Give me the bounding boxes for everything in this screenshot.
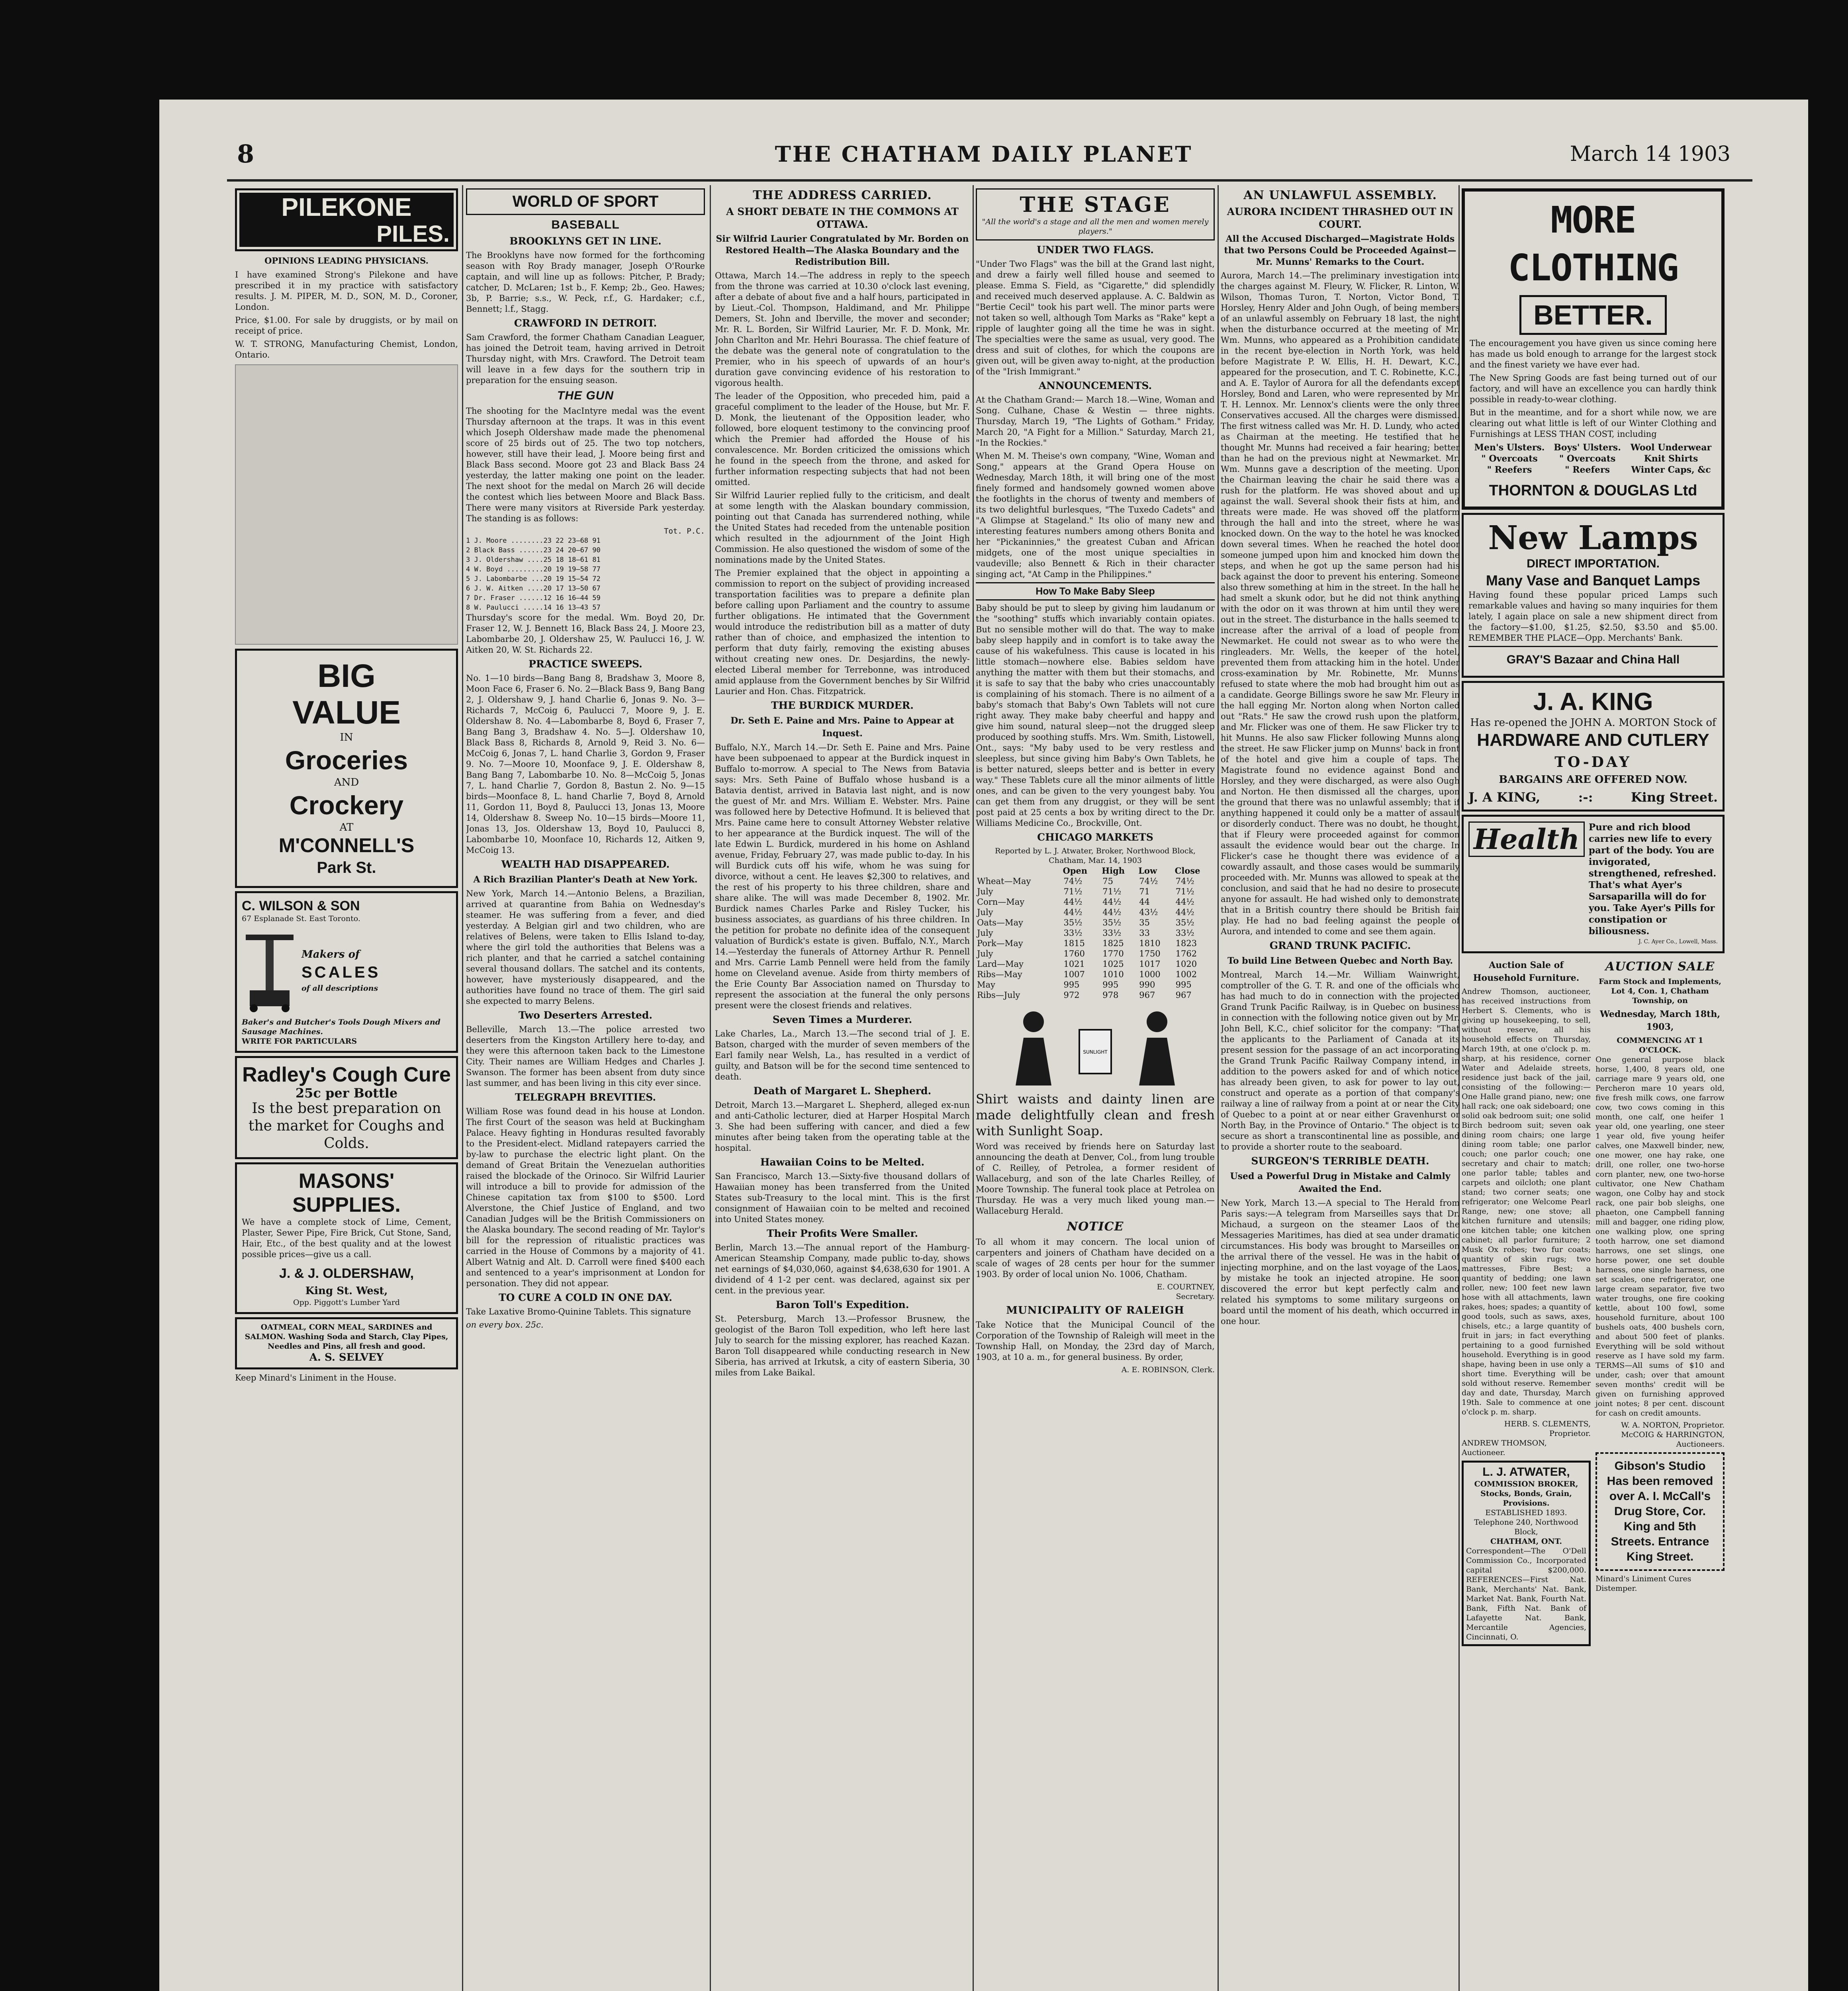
column-3 bbox=[715, 185, 970, 1991]
thornton-para1: The encouragement you have given us since coming here has made us bold enough to arrange for the largest stock and the finest variety we have ever had. bbox=[1470, 338, 1717, 370]
thursday-score: Thursday's score for the medal. Wm. Boyd 20, Dr. Fraser 12, W. J. Bennett 16, Black Bass 24, J. Moore 23, Labombarbe 20, J. Oldershaw 25, W. Paulucci 16, J. W. Aitken 20, W. St. Richards 22. bbox=[466, 613, 705, 655]
markets-row bbox=[976, 917, 1215, 928]
mcconnell-groceries: Groceries bbox=[285, 745, 408, 775]
stage-banner bbox=[976, 188, 1215, 241]
auction2-title: AUCTION SALE bbox=[1605, 960, 1715, 974]
king-street: King Street. bbox=[1631, 790, 1718, 805]
thornton-item: Men's Ulsters. bbox=[1474, 442, 1545, 453]
king-sep: :-: bbox=[1578, 790, 1593, 805]
standing-header: Tot. P.C. bbox=[664, 527, 705, 536]
markets-cell: 44½ bbox=[1102, 907, 1122, 917]
newspaper-page bbox=[159, 100, 1808, 1991]
brooklyn-heading: BROOKLYNS GET IN LINE. bbox=[509, 235, 662, 247]
surgeon-body: New York, March 13.—A special to The Herald from Paris says:—A telegram from Marseilles says that Dr. Michaud, a surgeon on the steamer Laos of the Messageries Maritimes, has died at sea under dramatic circumstances. His body was brought to Marseilles on the arrival there of the vessel. He was in the habit of injecting morphine, and on the last voyage of the Laos, by mistake he took an injected atropine. He soon discovered the error but kept perfectly calm and related his symptoms to some military surgeons on board until the moment of his death, which occurred in one hour. bbox=[1221, 1198, 1460, 1326]
thornton-item-row bbox=[1470, 453, 1717, 464]
pilekone-body: I have examined Strong's Pilekone and have prescribed it in my practice with satisfactory results. J. M. PIPER, M. D., SON, M. D., Coroner, London. bbox=[235, 270, 458, 312]
notice-sign2: Secretary. bbox=[1176, 1292, 1215, 1301]
king-bargains: BARGAINS ARE OFFERED NOW. bbox=[1499, 774, 1687, 786]
soap-box-icon bbox=[1071, 1006, 1119, 1085]
atwater-title: COMMISSION BROKER, bbox=[1474, 1480, 1578, 1488]
standing-row: 2 Black Bass ......23 24 20—67 90 bbox=[466, 546, 601, 554]
markets-cell: 1002 bbox=[1175, 970, 1197, 979]
thornton-firm: THORNTON & DOUGLAS Ltd bbox=[1489, 482, 1697, 499]
ayer-body: Pure and rich blood carries new life to every part of the body. You are invigorated, strengthened, refreshed. That's what Ayer's Sarsaparilla will do for you. Take Ayer's Pills for constipation or biliousness. bbox=[1588, 822, 1717, 937]
markets-cell: Ribs—July bbox=[977, 990, 1020, 1000]
markets-row bbox=[976, 897, 1215, 907]
mcconnell-store: M'CONNELL'S bbox=[278, 834, 415, 857]
markets-cell: 990 bbox=[1139, 980, 1155, 990]
telegraph-heading: TELEGRAPH BREVITIES. bbox=[515, 1091, 656, 1103]
markets-cell: 33½ bbox=[1063, 928, 1083, 938]
profits-heading: Their Profits Were Smaller. bbox=[766, 1228, 918, 1239]
king-sub: Has re-opened the JOHN A. MORTON Stock of bbox=[1470, 717, 1716, 729]
lamps-sub2: Many Vase and Banquet Lamps bbox=[1486, 572, 1701, 589]
address-sub2: Sir Wilfrid Laurier Congratulated by Mr. Borden on Restored Health—The Alaska Boundary and the Redistribution Bill. bbox=[716, 234, 969, 267]
soap-tag: SUNLIGHT bbox=[1083, 1049, 1108, 1055]
announcements-heading: ANNOUNCEMENTS. bbox=[1038, 380, 1152, 391]
paper-name: THE CHATHAM DAILY PLANET bbox=[775, 141, 1193, 167]
auction1-title: Auction Sale of Household Furniture. bbox=[1473, 960, 1580, 983]
wilson-scales-ad bbox=[235, 891, 458, 1053]
markets-cell: 44½ bbox=[1175, 907, 1194, 917]
masons-body: We have a complete stock of Lime, Cement, Plaster, Sewer Pipe, Fire Brick, Cut Stone, Sand, Hair, Etc., of the best quality and at the lowest possible prices—give us a call. bbox=[242, 1217, 451, 1259]
markets-cell: 1750 bbox=[1139, 949, 1161, 958]
baby-body: Baby should be put to sleep by giving him laudanum or the "soothing" stuffs which invariably contain opiates. But no sensible mother will do that. The way to make baby sleep happily and in comfort is to take away the cause of his wakefulness. This cause is located in his little stomach—nowhere else. Babies seldom have anything the matter with them but their stomachs, and it is safe to say that the baby who cries unaccountably is complaining of his stomach. There is no ailment of a baby's stomach that Baby's Own Tablets will not cure right away. They make baby cheerful and happy and give him sound, natural sleep—not the drugged sleep produced by soothing stuffs. Mrs. Wm. Smith, Listowell, Ont., says: "My baby used to be very restless and sleepless, but since giving him Baby's Own Tablets, he is better natured, sleeps better and is better in every way." These Tablets cure all the minor ailments of little ones, and can be given to the very youngest baby. You can get them from any druggist, or they will be sent post paid at 25 cents a box by writing direct to the Dr. Williams Medicine Co., Brockville, Ont. bbox=[976, 603, 1215, 828]
masons-ad bbox=[235, 1162, 458, 1314]
hawaiian-body: San Francisco, March 13.—Sixty-five thousand dollars of Hawaiian money has been transferred from the United States sub-Treasury to the local mint. This is the first consignment of Hawaiian coin to be melted and recoined into United States money. bbox=[715, 1172, 970, 1224]
markets-cell: 1021 bbox=[1063, 959, 1085, 969]
markets-cell: 71½ bbox=[1063, 887, 1083, 896]
markets-row bbox=[976, 938, 1215, 949]
markets-cell: 1000 bbox=[1139, 970, 1161, 979]
markets-cell: 35½ bbox=[1063, 918, 1083, 927]
notice-heading: NOTICE bbox=[1067, 1220, 1124, 1234]
thornton-better-box bbox=[1519, 295, 1666, 335]
woman-figure-icon bbox=[1004, 1006, 1063, 1085]
markets-cell: July bbox=[977, 887, 993, 896]
thornton-item: Wool Underwear bbox=[1630, 442, 1712, 453]
masthead-rule bbox=[227, 179, 1752, 182]
stage-quote: "All the world's a stage and all the men and women merely players." bbox=[982, 217, 1209, 236]
radley-price: 25c per Bottle bbox=[295, 1085, 398, 1101]
wilson-scales: SCALES bbox=[301, 963, 381, 981]
faded-advertisement bbox=[235, 364, 458, 645]
cold-tail: on every box. 25c. bbox=[466, 1320, 544, 1330]
address-sub1: A SHORT DEBATE IN THE COMMONS AT OTTAWA. bbox=[726, 206, 959, 230]
mcconnell-in: IN bbox=[340, 731, 353, 743]
wilson-makers: Makers of bbox=[301, 948, 360, 960]
auction2-sub: Farm Stock and Implements, Lot 4, Con. 1, Chatham Township, on bbox=[1599, 977, 1721, 1005]
markets-cell: 1823 bbox=[1175, 939, 1197, 948]
markets-row bbox=[976, 907, 1215, 917]
markets-cell: 995 bbox=[1175, 980, 1192, 990]
mcconnell-ad bbox=[235, 649, 458, 888]
king-title: J. A. KING bbox=[1533, 688, 1653, 716]
auction1-sign1: HERB. S. CLEMENTS, Proprietor. bbox=[1504, 1420, 1591, 1438]
gtp-body: Montreal, March 14.—Mr. William Wainwright, comptroller of the G. T. R. and one of the officials who has had much to do in connection with the projected Grand Trunk Pacific Railway, is in Quebec on business in connection with the following notice given out by Mr. John Bell, K.C., chief solicitor for the company: "That the applicants to the Parliament of Canada at its present session for the passage of an act incorporating the Grand Trunk Pacific Railway Company intend, in addition to the powers asked for and of which notice has already been given, to ask for power to lay out, construct and operate as a portion of that company's railway a line of railway from a point at or near the City of Quebec to a point at or near either Gravenhurst or North Bay, in the Province of Ontario." The object is to secure as short a transcontinental line as possible, and to provide a shorter route to the seaboard. bbox=[1221, 970, 1460, 1152]
markets-cell: 1007 bbox=[1063, 970, 1085, 979]
markets-cell: Ribs—May bbox=[977, 970, 1022, 979]
gtp-heading: GRAND TRUNK PACIFIC. bbox=[1269, 940, 1411, 951]
column-5 bbox=[1221, 185, 1460, 1991]
markets-table bbox=[976, 865, 1215, 1000]
world-of-sport-heading: WORLD OF SPORT bbox=[466, 188, 705, 215]
atwater-body: Correspondent—The O'Dell Commission Co., Incorporated capital $200,000. REFERENCES—First Nat. Bank, Merchants' Nat. Bank, Market Nat. Bank, Fourth Nat. Bank, Fifth Nat. Bank of Lafayette Nat. Bank, Mercantile Agencies, Cincinnati, O. bbox=[1466, 1547, 1586, 1641]
issue-date: March 14 1903 bbox=[1570, 142, 1731, 166]
telegraph-body: William Rose was found dead in his house at London. The first Court of the season was held at Buckingham Palace. Heavy fighting in Honduras resulted favorably to the President-elect. Midland ratepayers carried the by-law to purchase the electric light plant. On the demand of Great Britain the Venezuelan authorities raised the blockade of the Orinoco. Sir Wilfrid Laurier will introduce a bill to provide for admission of the Chinese capitation tax from $100 to $500. Lord Alverstone, the Chief Justice of England, and two Canadian Judges will be the British Commissioners on the Alaska boundary. The second reading of Mr. Taylor's bill for the repression of ritualistic practices was carried in the House of Commons by a majority of 41. Albert Watnig and Alt. D. Carroll were fined $400 each and sentenced to a year's imprisonment at London for personation. They did not appear. bbox=[466, 1107, 705, 1288]
auction2-sign1: W. A. NORTON, Proprietor. bbox=[1621, 1421, 1725, 1430]
wilson-address: 67 Esplanade St. East Toronto. bbox=[242, 914, 360, 923]
stage-title: THE STAGE bbox=[1020, 193, 1171, 217]
death-notice: Word was received by friends here on Saturday last announcing the death at Denver, Col., from lung trouble of C. Reilley, of Petrolea, a former resident of Wallaceburg, and son of the late Charles Reilley, of Moore Township. The funeral took place at Petrolea on Thursday. He was a very much liked young man.—Wallaceburg Herald. bbox=[976, 1142, 1215, 1216]
mcconnell-crockery: Crockery bbox=[289, 790, 404, 820]
deserters-body: Belleville, March 13.—The police arrested two deserters from the Kingston Artillery here to-day, and they were this afternoon taken back to the Limestone City. Their names are William Hedges and Charles J. Swanson. The former has been absent from duty since last summer, and has been living in this city ever since. bbox=[466, 1025, 705, 1088]
markets-cell: 995 bbox=[1063, 980, 1080, 990]
auction2-date: Wednesday, March 18th, 1903, bbox=[1600, 1009, 1720, 1032]
atwater-sub: Stocks, Bonds, Grain, Provisions. bbox=[1480, 1489, 1572, 1508]
markets-cell: July bbox=[977, 907, 993, 917]
address-heading: THE ADDRESS CARRIED. bbox=[753, 188, 932, 202]
mcconnell-and: AND bbox=[334, 776, 359, 788]
soap-illustration bbox=[976, 1006, 1215, 1085]
thornton-better: BETTER. bbox=[1533, 299, 1653, 331]
lamps-title: New Lamps bbox=[1488, 519, 1698, 557]
atwater-name: L. J. ATWATER, bbox=[1482, 1465, 1570, 1479]
auction2-time: COMMENCING AT 1 O'CLOCK. bbox=[1617, 1036, 1703, 1054]
wilson-write: WRITE FOR PARTICULARS bbox=[242, 1037, 357, 1046]
soap-text: Shirt waists and dainty linen are made delightfully clean and fresh with Sunlight Soap. bbox=[976, 1091, 1215, 1138]
markets-cell: 1025 bbox=[1102, 959, 1124, 969]
mcconnell-value: VALUE bbox=[292, 694, 401, 731]
masons-title: MASONS' SUPPLIES. bbox=[292, 1170, 401, 1217]
pilekone-maker: W. T. STRONG, Manufacturing Chemist, London, Ontario. bbox=[235, 339, 458, 360]
thornton-para2: The New Spring Goods are fast being turned out of our factory, and will have an excellence you can hardly think possible in ready-to-wear clothing. bbox=[1470, 373, 1717, 404]
thornton-items bbox=[1470, 442, 1717, 475]
thornton-item: " Reefers bbox=[1565, 465, 1610, 475]
markets-row bbox=[976, 990, 1215, 1000]
toll-body: St. Petersburg, March 13.—Professor Brusnew, the geologist of the Baron Toll expedition, who left here last July to search for the missing explorer, has reached Kazan. Baron Toll disappeared while conducting research in New Siberia, has arrived at Irkutsk, a city of eastern Siberia, 30 miles from Lake Baikal. bbox=[715, 1314, 970, 1377]
column-divider bbox=[1218, 185, 1219, 1991]
markets-cell: 967 bbox=[1175, 990, 1192, 1000]
markets-cell: 35 bbox=[1139, 918, 1150, 927]
markets-row bbox=[976, 969, 1215, 980]
markets-cell: 74½ bbox=[1063, 876, 1083, 886]
murderer-body: Lake Charles, La., March 13.—The second trial of J. E. Batson, charged with the murder of seven members of the Earl family near Welsh, La., has resulted in a verdict of guilty, and Batson will be for the second time sentenced to death. bbox=[715, 1029, 970, 1082]
markets-cell: 1825 bbox=[1102, 939, 1124, 948]
markets-cell: 44½ bbox=[1063, 897, 1083, 907]
markets-cell: 71½ bbox=[1175, 887, 1194, 896]
markets-cell: 1770 bbox=[1102, 949, 1124, 958]
markets-cell: Lard—May bbox=[977, 959, 1024, 969]
standing-row: 3 J. Oldershaw ....25 18 18—61 81 bbox=[466, 556, 601, 564]
deserters-heading: Two Deserters Arrested. bbox=[518, 1009, 653, 1021]
mcconnell-big: BIG bbox=[317, 658, 376, 694]
markets-row bbox=[976, 959, 1215, 969]
selvey-ad bbox=[235, 1317, 458, 1369]
markets-cell: Pork—May bbox=[977, 939, 1023, 948]
pilekone-heading: OPINIONS LEADING PHYSICIANS. bbox=[264, 256, 429, 266]
ayer-ad bbox=[1462, 815, 1725, 953]
brooklyn-body: The Brooklyns have now formed for the forthcoming season with Roy Brady manager, Joseph O'Rourke captain, and will line up as follows: Pitcher, P. Brady; catcher, D. McLaren; 1st b., F. Kemp; 2b., Geo. Hawes; 3b, P. Barrie; s.s., W. Peck, r.f., G. Hardaker; c.f., Bennett; l.f., Stagg. bbox=[466, 250, 705, 314]
thornton-item: Winter Caps, &c bbox=[1631, 465, 1711, 475]
markets-cell: 1815 bbox=[1063, 939, 1085, 948]
markets-row bbox=[976, 886, 1215, 897]
gibson-text: Gibson's Studio Has been removed over A. I. McCall's Drug Store, Cor. King and 5th Streets. Entrance King Street. bbox=[1607, 1459, 1713, 1563]
markets-cell: 35½ bbox=[1102, 918, 1122, 927]
markets-column-header: High bbox=[1102, 866, 1125, 876]
address-body2: The leader of the Opposition, who preceded him, paid a graceful compliment to the leader of the House, but Mr. F. D. Monk, the lieutenant of the Opposition leader, who followed, bore eloquent testimony to the convincing proof which the Premier had afforded the House of his convalescence. Mr. Borden criticized the omissions which he found in the speech from the throne, and asked for further information respecting subjects that had not been omitted. bbox=[715, 391, 970, 487]
practice-heading: PRACTICE SWEEPS. bbox=[529, 658, 642, 670]
crawford-body: Sam Crawford, the former Chatham Canadian Leaguer, has joined the Detroit team, having arrived in Detroit Thursday night, with Mrs. Crawford. The Detroit team will leave in a few days for the southern trip in preparation for the ensuing season. bbox=[466, 332, 705, 385]
minard-distemper: Minard's Liniment Cures Distemper. bbox=[1595, 1574, 1691, 1593]
radley-title: Radley's Cough Cure bbox=[242, 1063, 451, 1086]
selvey-name: A. S. SELVEY bbox=[309, 1351, 384, 1363]
standing-row: 5 J. Labombarbe ...20 19 15—54 72 bbox=[466, 575, 601, 583]
assembly-body: Aurora, March 14.—The preliminary investigation into the charges against M. Fleury, W. Flicker, R. Linton, W. Wilson, Thomas Turon, T. Norton, Victor Bond, T. Horsley, Henry Alder and John Ough, of being members of an unlawful assembly on February 18 last, the night when the disturbance occurred at the meeting of Mr. Wm. Munns, who appeared as a Prohibition candidate in the recent bye-election in North York, was held before Magistrate P. W. Ellis, H. H. Dewart, K.C., appeared for the prosecution, and T. C. Robinette, K.C., and A. E. Taylor of Aurora for all the defendants except Horsley, Bond and Laren, who were represented by Mr. T. H. Lennox. Mr. Lennox's clients were the only three Conservatives accused. All the charges were dismissed. The first witness called was Mr. H. D. Lundy, who acted as Chairman at the meeting. He testified that he thought Mr. Munns had received a fair hearing; better than he had on the previous night at Newmarket. Mr. Wm. Munns gave a description of the meeting. Upon the Chairman leaving the chair he said there was a rush for the platform. He was shoved about and up against the wall. Several shook their fists at him, and threats were made. He was shoved off the platform through the hall and into the street, where he was knocked down. On the way to the hotel he was knocked down several times. When he reached the hotel door someone jumped upon him and knocked him down the steps, and when he got up the same person had his back against the door to prevent his entering. Someone also threw something at him in the street. In the hall he had smelt a skunk odor, but he did not think anything with the odor on it was thrown at him until they were out in the street. The disturbance in the halls seemed to increase after the arrival of a load of people from Newmarket. He could not swear as to who were the ringleaders. Mr. Wells, the keeper of the hotel, prevented them from attacking him in the hotel. Under cross-examination by Mr. Robinette, Mr. Munns' refused to state where the mob had brought him out as a candidate. George Billings swore he saw Mr. Fleury in the hall egging Mr. Norton along when Norton called out "Rats." He saw the crowd rush upon the platform, and Mr. Flicker was one of them. He saw Flicker try to hit Munns. He also saw Flicker following Munns along the street. He saw Flicker jump on Munns' back in front of the hotel and give him a couple of taps. The Magistrate found no evidence against Bond and Horsley, and they were discharged, as were also Ough and Norton. He then dismissed all the charges, upon the ground that there was no unlawful assembly; that if anything happened it could only be a matter of assault or disorderly conduct. There was no doubt, he thought, that if Fleury were proceeded against for common assault the evidence would bear out the charge. In Flicker's case he thought there was evidence of a cowardly assault, and those cases would be summarily proceeded with. Mr. Munns was allowed to speak at the conclusion, and said that he had no desire to prosecute anyone for assault. He had wished only to demonstrate that in a British country there should be British fair play. He had no bad feeling against the people of Aurora, and intended to come and see them again. bbox=[1221, 271, 1460, 936]
wilson-name: C. WILSON & SON bbox=[242, 898, 360, 913]
burdick-body: Buffalo, N.Y., March 14.—Dr. Seth E. Paine and Mrs. Paine have been subpoenaed to appear at the Burdick inquest in Buffalo to-morrow. A special to The News from Batavia says: Mrs. Seth Paine of Buffalo whose husband is a Batavia dentist, arrived in Batavia last night, and is now the guest of Mr. and Mrs. William E. Webster. Mrs. Paine was followed here by Detective Hofmund. It is believed that Mrs. Paine came here to consult Attorney Webster relative to her appearance at the Burdick inquest. The will of the late Edwin L. Burdick, murdered in his home on Ashland avenue, Friday, February 27, was made public to-day. In his will Burdick cuts off his wife, whom he was suing for divorce, without a cent. He leaves $2,300 to relatives, and the rest of his property to his three children, share and share alike. The will was made December 8, 1902. Mr. Burdick names Charles Parke and Risley Tucker, his business associates, as guardians of his three children. In the petition for probate no definite idea of the consequent valuation of Burdick's estate is given. Buffalo, N.Y., March 14.—Yesterday the funerals of Attorney Arthur R. Pennell and Mrs. Carrie Lamb Pennell were held from the family home on Cleveland avenue. Aside from thirty members of the Erie County Bar Association named on Thursday to represent the association at the funeral the only persons present were the closest friends and relatives. bbox=[715, 743, 970, 1010]
markets-cell: 1760 bbox=[1063, 949, 1085, 958]
address-body4: The Premier explained that the object in appointing a commission to report on the subject of providing increased transportation facilities was to prepare a definite plan before calling upon Parliament and the country to assume further obligations. He intimated that the Government would introduce the redistribution bill as a matter of duty rather than of choice, and emphasized the intention to perform that duty fairly, removing the existing abuses without creating new ones. Dr. Desjardins, the newly-elected Liberal member for Terrebonne, was introduced amid applause from the Government benches by Sir Wilfrid Laurier and Hon. Chas. Fitzpatrick. bbox=[715, 568, 970, 696]
markets-cell: Oats—May bbox=[977, 918, 1023, 927]
mcconnell-at: AT bbox=[339, 821, 354, 833]
practice-body: No. 1—10 birds—Bang Bang 8, Bradshaw 3, Moore 8, Moon Face 6, Fraser 6. No. 2—Black Bass 9, Bang Bang 2, J. Oldershaw 9, J. hand Charlie 6, Jonas 9. No. 3—Richards 7, McCoig 6, Paulucci 7, Moore 9, J. E. Oldershaw 8. No. 4—Labombarbe 8, Boyd 6, Fraser 7, Bang Bang 3, Bradshaw 4. No. 5—J. Oldershaw 10, Black Bass 8, Richards 8, Arnold 9, Reid 3. No. 6—McCoig 6, Jonas 7, L. hand Charlie 3, Gordon 9, Fraser 9. No. 7—Moore 10, Moonface 9, J. E. Oldershaw 8, Bang Bang 7, Labombarbe 10. No. 8—McCoig 5, Jonas 7, L. hand Charlie 7, Gordon 8, Bastun 2. No. 9—15 birds—Moonface 8, L. hand Charlie 7, Boyd 8, Arnold 11, Gordon 11, Boyd 8, Paulucci 13, Jonas 13, Moore 14, Oldershaw 8. Sweep No. 10—15 birds—Moore 11, Jonas 13, Jos. Oldershaw 13, Boyd 10, Paulucci 8, Labombarbe 10, Moonface 10, Richards 12, Aitken 9, McCoig 13. bbox=[466, 673, 705, 855]
shepherd-body: Detroit, March 13.—Margaret L. Shepherd, alleged ex-nun and anti-Catholic lecturer, died at Harper Hospital March 3. She had been suffering with cancer, and died a few minutes after being taken from the operating table at the hospital. bbox=[715, 1100, 970, 1153]
markets-row bbox=[976, 876, 1215, 886]
murderer-heading: Seven Times a Murderer. bbox=[772, 1014, 912, 1025]
thornton-item-row bbox=[1470, 464, 1717, 475]
assembly-sub1: AURORA INCIDENT THRASHED OUT IN COURT. bbox=[1227, 206, 1454, 230]
auction2-sign2: McCOIG & HARRINGTON, Auctioneers. bbox=[1621, 1430, 1725, 1449]
markets-cell: 1810 bbox=[1139, 939, 1161, 948]
markets-row bbox=[976, 949, 1215, 959]
column-divider bbox=[710, 185, 711, 1991]
markets-heading: CHICAGO MARKETS bbox=[1037, 831, 1153, 843]
assembly-sub2: All the Accused Discharged—Magistrate Holds that two Persons Could be Proceeded Against—Mr. Munns' Remarks to the Court. bbox=[1224, 234, 1456, 267]
markets-cell: 33½ bbox=[1175, 928, 1194, 938]
king-name: J. A KING, bbox=[1468, 790, 1541, 805]
mcconnell-street: Park St. bbox=[317, 859, 376, 876]
pilekone-subtitle: PILES. bbox=[239, 221, 454, 247]
auction1-sign2: ANDREW THOMSON, Auctioneer. bbox=[1462, 1439, 1547, 1457]
column-divider bbox=[462, 185, 463, 1991]
markets-cell: 1762 bbox=[1175, 949, 1197, 958]
markets-cell: 44 bbox=[1139, 897, 1150, 907]
markets-cell: 75 bbox=[1102, 876, 1114, 886]
markets-cell: 35½ bbox=[1175, 918, 1194, 927]
markets-cell: Corn—May bbox=[977, 897, 1025, 907]
masons-firm: J. & J. OLDERSHAW, bbox=[279, 1266, 414, 1281]
gibson-ad bbox=[1595, 1452, 1725, 1571]
masons-street: King St. West, bbox=[305, 1285, 388, 1297]
assembly-heading: AN UNLAWFUL ASSEMBLY. bbox=[1243, 188, 1437, 202]
raleigh-sign: A. E. ROBINSON, Clerk. bbox=[1121, 1365, 1215, 1374]
woman-figure-icon bbox=[1127, 1006, 1187, 1085]
column-6 bbox=[1462, 185, 1725, 1991]
shepherd-heading: Death of Margaret L. Shepherd. bbox=[753, 1085, 932, 1097]
standing-row: 7 Dr. Fraser ......12 16 16—44 59 bbox=[466, 594, 601, 602]
atwater-phone: Telephone 240, Northwood Block, bbox=[1474, 1518, 1578, 1536]
surgeon-subheading: Used a Powerful Drug in Mistake and Calmly Awaited the End. bbox=[1230, 1171, 1451, 1194]
markets-cell: 44½ bbox=[1175, 897, 1194, 907]
column-2 bbox=[466, 185, 705, 1991]
selvey-body: OATMEAL, CORN MEAL, SARDINES and SALMON. Washing Soda and Starch, Clay Pipes, Needles and Pins, all fresh and good. bbox=[245, 1323, 448, 1351]
surgeon-heading: SURGEON'S TERRIBLE DEATH. bbox=[1251, 1155, 1429, 1167]
markets-column-header: Open bbox=[1063, 866, 1088, 876]
markets-cell: July bbox=[977, 949, 993, 958]
standing-row: 4 W. Boyd .........20 19 19—58 77 bbox=[466, 565, 601, 573]
theise-body: When M. M. Theise's own company, "Wine, Woman and Song," appears at the Grand Opera House on Wednesday, March 18th, it will bring one of the most finely formed and handsomely gowned women above the footlights in the chorus of twenty and members of its two delightful burlesques, "The Tuxedo Cadets" and "A Glimpse at Stageland." Its olio of many new and interesting features numbers among others Bonita and her "Pickaninnies," the greatest Cuban and African midgets, one of the most unique specialties in vaudeville; also Bennett & Rich in their character singing act, "At Camp in the Philippines." bbox=[976, 451, 1215, 579]
column-4 bbox=[976, 185, 1215, 1991]
markets-cell: 71½ bbox=[1102, 887, 1122, 896]
standing-row: 6 J. W. Aitken ....20 17 13—50 67 bbox=[466, 585, 601, 593]
announcements-body: At the Chatham Grand:— March 18.—Wine, Woman and Song. Culhane, Chase & Westin — three nights. Thursday, March 19, "The Lights of Gotham." Friday, March 20, "A Fight for a Million." Saturday, March 21, "In the Rockies." bbox=[976, 395, 1215, 448]
thornton-item: " Overcoats bbox=[1559, 454, 1616, 464]
masthead bbox=[159, 137, 1808, 169]
thornton-item: Knit Shirts bbox=[1644, 454, 1698, 464]
standing-table bbox=[466, 536, 705, 612]
two-flags-body: "Under Two Flags" was the bill at the Grand last night, and drew a fairly well filled house and seemed to please. Emma S. Field, as "Cigarette," did splendidly and received much deserved applause. A. C. Baldwin as "Bertie Cecil" took his part well. The minor parts were not taken so well, although Tom Marks as "Rake" kept a ripple of laughter going all the time he was in sight. The specialties were the same as usual, very good. The dress and suit of clothes, for which the coupons are given out, will be given away to-night, at the production of the "Irish Immigrant." bbox=[976, 259, 1215, 376]
atwater-city: CHATHAM, ONT. bbox=[1490, 1537, 1562, 1546]
markets-subheading: Reported by L. J. Atwater, Broker, Northwood Block, Chatham, Mar. 14, 1903 bbox=[994, 847, 1196, 865]
atwater-ad bbox=[1462, 1461, 1591, 1646]
baby-heading: How To Make Baby Sleep bbox=[976, 582, 1215, 600]
lamps-body: Having found these popular priced Lamps such remarkable values and having so many inquiries for them lately, I again place on sale a new shipment direct from the factory—$1.00, $1.25, $2.50, $3.50 and $5.00. REMEMBER THE PLACE—Opp. Merchants' Bank. bbox=[1468, 590, 1718, 643]
markets-cell: 1017 bbox=[1139, 959, 1161, 969]
markets-cell: May bbox=[977, 980, 995, 990]
markets-cell: 33½ bbox=[1102, 928, 1122, 938]
markets-cell: Wheat—May bbox=[977, 876, 1031, 886]
markets-row bbox=[976, 928, 1215, 938]
gun-body: The shooting for the MacIntyre medal was the event Thursday afternoon at the traps. It was in this event which Joseph Oldershaw made made the phenomenal score of 25 birds out of 25. The two top notchers, however, still have their lead, J. Moore being first and Black Bass second. Moore got 23 and Black Bass 24 yesterday, the latter making one point on the leader. The next shoot for the medal on March 26 will decide the contest which lies between Moore and Black Bass. There were many visitors at Riverside Park yesterday. The standing is as follows: bbox=[466, 406, 705, 523]
markets-cell: July bbox=[977, 928, 993, 938]
auction1-body: Andrew Thomson, auctioneer, has received instructions from Herbert S. Clements, who is giving up housekeeping, to sell, without reserve, all his household effects on Thursday, March 19th, at one o'clock p. m. sharp, at his residence, corner Water and Adelaide streets, residence just back of the jail, consisting of the following:— One Halle grand piano, new; one hall rack; one oak sideboard; one solid oak bedroom suit; one solid Birch bedroom suit; seven oak dining room chairs; one large dining room table; one parlor couch; one parlor couch; one secretary and chair to match; one parlor table; tables and carpets and oilcloth; one plant stand; two corner seats; one refrigerator; one Welcome Pearl Range, new; one stove; all kitchen furniture and utensils; one kitchen table; one kitchen cabinet; all parlor furniture; 2 Musk Ox robes; two fur coats; quantity of skin rugs; two mattresses, Fibre Best; a quantity of bedding; one lawn roller, new; 100 feet new lawn hose with all attachments, lawn rakes, hoes; spades; a quantity of good tools, such as saws, axes, chisels, etc.; a large quantity of fruit in jars; in fact everything pertaining to a good furnished household. Everything is in good shape, having been in use only a short time. Everything will be sold without reserve. Remember day and date, Thursday, March 19th. Sale to commence at one o'clock p. m. sharp. bbox=[1462, 987, 1591, 1416]
radley-desc: Is the best preparation on the market for Coughs and Colds. bbox=[248, 1100, 445, 1152]
markets-cell: 1020 bbox=[1175, 959, 1197, 969]
markets-cell: 972 bbox=[1063, 990, 1080, 1000]
wilson-tools: Baker's and Butcher's Tools Dough Mixers and Sausage Machines. bbox=[242, 1018, 440, 1036]
column-1 bbox=[235, 185, 458, 1991]
raleigh-heading: MUNICIPALITY OF RALEIGH bbox=[1006, 1305, 1184, 1316]
pilekone-title: PILEKONE bbox=[239, 193, 454, 221]
wilson-desc: of all descriptions bbox=[301, 984, 378, 993]
crawford-heading: CRAWFORD IN DETROIT. bbox=[514, 317, 657, 329]
standing-row: 1 J. Moore ........23 22 23—68 91 bbox=[466, 537, 601, 545]
page-number: 8 bbox=[237, 139, 254, 168]
lamps-firm: GRAY'S Bazaar and China Hall bbox=[1468, 646, 1718, 671]
markets-cell: 74½ bbox=[1175, 876, 1194, 886]
address-body3: Sir Wilfrid Laurier replied fully to the criticism, and dealt at some length with the Alaskan boundary commission, pointing out that Canada has surrendered nothing, while the United States had receded from the untenable position which resulted in the adjournment of the Joint High Commission. He also questioned the wisdom of some of the nominations made by the United States. bbox=[715, 491, 970, 565]
markets-column-header: Low bbox=[1138, 866, 1157, 876]
thornton-item: " Overcoats bbox=[1481, 454, 1538, 464]
pilekone-ad bbox=[235, 188, 458, 251]
hawaiian-heading: Hawaiian Coins to be Melted. bbox=[760, 1156, 925, 1168]
markets-cell: 33 bbox=[1139, 928, 1150, 938]
raleigh-body: Take Notice that the Municipal Council of the Corporation of the Township of Raleigh will meet in the Township Hall, on Monday, the 23rd day of March, 1903, at 10 a. m., for general business. By order, bbox=[976, 1320, 1215, 1362]
cold-heading: TO CURE A COLD IN ONE DAY. bbox=[499, 1292, 672, 1303]
king-ad bbox=[1462, 681, 1725, 812]
wealth-heading: WEALTH HAD DISAPPEARED. bbox=[501, 859, 670, 870]
ayer-maker: J. C. Ayer Co., Lowell, Mass. bbox=[1638, 939, 1718, 945]
thornton-item: Boys' Ulsters. bbox=[1554, 442, 1621, 453]
markets-row bbox=[976, 980, 1215, 990]
auction1 bbox=[1462, 956, 1591, 1649]
scale-icon bbox=[242, 927, 298, 1014]
gun-heading: THE GUN bbox=[557, 389, 614, 402]
notice-sign1: E. COURTNEY, bbox=[1157, 1283, 1215, 1291]
markets-column-header: Close bbox=[1175, 866, 1200, 876]
column-divider bbox=[973, 185, 974, 1991]
king-today: TO-DAY bbox=[1554, 754, 1632, 771]
markets-cell: 71 bbox=[1139, 887, 1150, 896]
lamps-sub: DIRECT IMPORTATION. bbox=[1527, 557, 1660, 570]
thornton-item-row bbox=[1470, 442, 1717, 453]
markets-cell: 995 bbox=[1102, 980, 1119, 990]
pilekone-price: Price, $1.00. For sale by druggists, or by mail on receipt of price. bbox=[235, 315, 458, 336]
markets-cell: 44½ bbox=[1102, 897, 1122, 907]
radley-ad bbox=[235, 1056, 458, 1159]
auction2-body: One general purpose black horse, 1,400, 8 years old, one carriage mare 9 years old, one Percheron mare 10 years old, five fresh milk cows, one farrow cow, two cows coming in this month, one calf, one heifer 1 year old, one yearling, one steer 1 year old, five young heifer calves, one Maxwell binder, new, one mower, one hay rake, one drill, one roller, one two-horse corn planter, new, one two-horse cultivator, one New Chatham wagon, one Colby hay and stock rack, one pair bob sleighs, one phaeton, one Campbell fanning mill and bagger, one riding plow, one walking plow, one spring tooth harrow, one set diamond harrows, one set slings, one horse power, one set double harness, one single harness, one set scales, one refrigerator, one large cream separator, five two water troughs, one fire cooking kettle, about 100 fowl, some household furniture, about 100 bushels oats, 400 bushels corn, and about 500 feet of planks. Everything will be sold without reserve as I have sold my farm. TERMS—All sums of $10 and under, cash; over that amount seven months' credit will be given on furnishing approved joint notes; 8 per cent. discount for cash on credit amounts. bbox=[1595, 1055, 1725, 1418]
thornton-ad bbox=[1462, 188, 1725, 510]
lamps-ad bbox=[1462, 513, 1725, 678]
toll-heading: Baron Toll's Expedition. bbox=[775, 1299, 909, 1310]
markets-cell: 44½ bbox=[1063, 907, 1083, 917]
baseball-heading: BASEBALL bbox=[551, 218, 620, 231]
wealth-body: New York, March 14.—Antonio Belens, a Brazilian, arrived at quarantine from Bahia on Wednesday's steamer. He was suffering from a fever, and died yesterday. A Belgian girl and two children, who are relatives of Belens, were taken to Ellis Island to-day, where the girl told the authorities that Belens was a rich planter, and that he carried a satchel containing several thousand dollars. The satchel and its contents, however, have mysteriously disappeared, and the authorities have found no trace of them. The girl said she expected to marry Belens. bbox=[466, 889, 705, 1006]
markets-cell: 1010 bbox=[1102, 970, 1124, 979]
markets-cell: 74½ bbox=[1139, 876, 1158, 886]
profits-body: Berlin, March 13.—The annual report of the Hamburg-American Steamship Company, made public to-day, shows net earnings of $4,030,060, against $4,638,630 for 1901. A dividend of 4 1-2 per cent. was declared, against six per cent. in the previous year. bbox=[715, 1243, 970, 1295]
king-big: HARDWARE AND CUTLERY bbox=[1477, 730, 1709, 750]
burdick-subheading: Dr. Seth E. Paine and Mrs. Paine to Appear at Inquest. bbox=[730, 716, 954, 739]
masons-location: Opp. Piggott's Lumber Yard bbox=[293, 1298, 400, 1307]
auction2 bbox=[1595, 956, 1725, 1649]
standing-row: 8 W. Paulucci .....14 16 13—43 57 bbox=[466, 604, 601, 612]
markets-cell: 978 bbox=[1102, 990, 1119, 1000]
two-flags-heading: UNDER TWO FLAGS. bbox=[1037, 244, 1154, 256]
thornton-para3: But in the meantime, and for a short while now, we are clearing out what little is left of our Winter Clothing and Furnishings at LESS THAN COST, including bbox=[1470, 408, 1717, 439]
gtp-subheading: To build Line Between Quebec and North Bay. bbox=[1227, 956, 1453, 966]
address-body1: Ottawa, March 14.—The address in reply to the speech from the throne was carried at 10.30 o'clock last evening, after a debate of about five and a half hours, participated in by Lieut.-Col. Thompson, Haldimand, and Mr. Philippe Demers, St. John and Iberville, the mover and seconder; Mr. R. L. Borden, Sir Wilfrid Laurier, Mr. F. D. Monk, Mr. John Charlton and Mr. Hehri Bourassa. The chief feature of the debate was the general note of congratulation to the Premier, who in his speech of upwards of an hour's duration gave convincing evidence of his restoration to vigorous health. bbox=[715, 271, 970, 388]
ayer-title: Health bbox=[1468, 821, 1585, 857]
thornton-item: " Reefers bbox=[1487, 465, 1532, 475]
markets-cell: 43½ bbox=[1139, 907, 1158, 917]
thornton-title: MORE CLOTHING bbox=[1508, 199, 1678, 289]
markets-cell: 967 bbox=[1139, 990, 1155, 1000]
cold-body: Take Laxative Bromo-Quinine Tablets. This signature bbox=[466, 1307, 691, 1316]
minard-note: Keep Minard's Liniment in the House. bbox=[235, 1373, 397, 1383]
wealth-subheading: A Rich Brazilian Planter's Death at New York. bbox=[473, 874, 698, 885]
notice-body: To all whom it may concern. The local union of carpenters and joiners of Chatham have decided on a scale of wages of 28 cents per hour for the summer 1903. By order of local union No. 1006, Chatham. bbox=[976, 1237, 1215, 1279]
atwater-est: ESTABLISHED 1893. bbox=[1485, 1508, 1567, 1517]
burdick-heading: THE BURDICK MURDER. bbox=[771, 700, 914, 711]
